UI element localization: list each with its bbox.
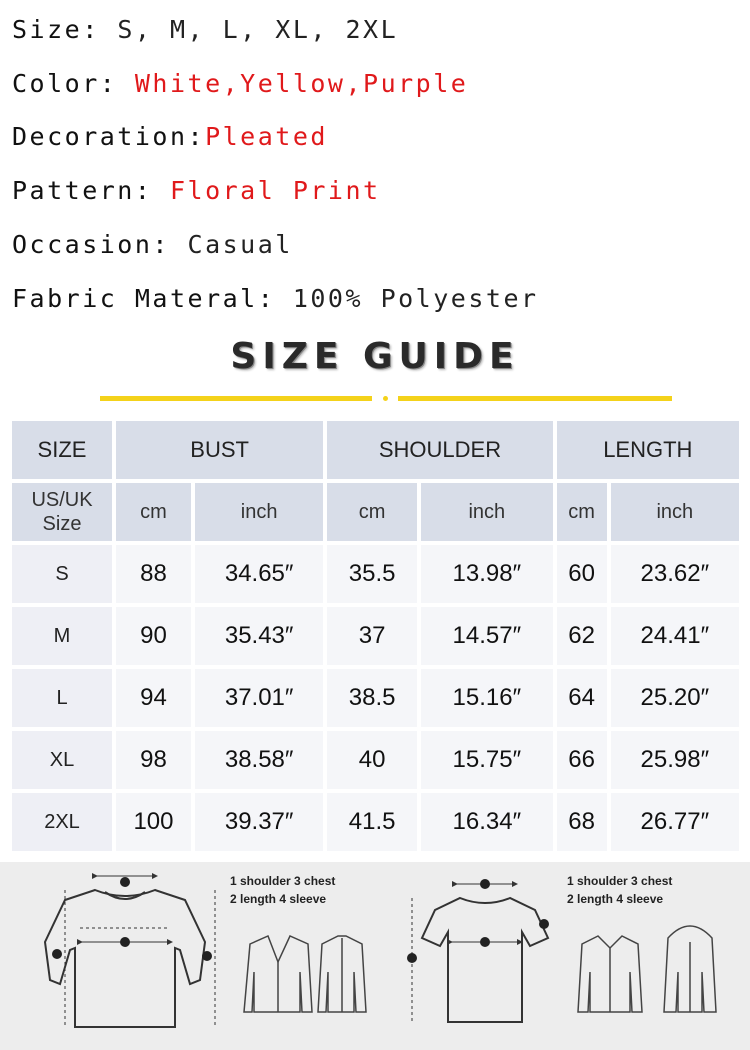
- table-row: [12, 545, 739, 603]
- size-label: M: [12, 607, 112, 665]
- table-row: [12, 793, 739, 851]
- length-inch: 26.77″: [611, 793, 739, 851]
- size-label: L: [12, 669, 112, 727]
- length-cm: 66: [557, 731, 607, 789]
- bust-cm: 90: [116, 607, 191, 665]
- header-bust: BUST: [116, 421, 323, 479]
- subheader-bust-inch: inch: [195, 483, 323, 541]
- spec-value: Pleated: [205, 122, 328, 151]
- spec-label: Fabric Materal:: [12, 284, 293, 313]
- length-inch: 23.62″: [611, 545, 739, 603]
- spec-fabric: [12, 286, 539, 311]
- spec-value: S, M, L, XL, 2XL: [117, 15, 399, 44]
- bust-inch: 35.43″: [195, 607, 323, 665]
- size-guide-title: SIZE GUIDE: [230, 336, 520, 377]
- bust-cm: 98: [116, 731, 191, 789]
- shoulder-cm: 41.5: [327, 793, 417, 851]
- shoulder-cm: 40: [327, 731, 417, 789]
- size-label: 2XL: [12, 793, 112, 851]
- legend-line: 1 shoulder 3 chest: [567, 874, 673, 888]
- subheader-bust-cm: cm: [116, 483, 191, 541]
- subheader-us-uk-size: [12, 483, 112, 541]
- title-underline-left: [100, 396, 372, 401]
- spec-value: Casual: [187, 230, 293, 259]
- header-shoulder: SHOULDER: [327, 421, 552, 479]
- size-label: S: [12, 545, 112, 603]
- spec-label: Size:: [12, 15, 118, 44]
- length-inch: 24.41″: [611, 607, 739, 665]
- spec-occasion: [12, 232, 293, 257]
- shoulder-cm: 35.5: [327, 545, 417, 603]
- jacket-icon: [318, 936, 366, 1012]
- bust-cm: 94: [116, 669, 191, 727]
- spec-value: 100% Polyester: [292, 284, 539, 313]
- spec-label: Pattern:: [12, 176, 170, 205]
- table-subheader-row: [12, 483, 739, 541]
- legend-line: 2 length 4 sleeve: [567, 892, 664, 906]
- shoulder-cm: 38.5: [327, 669, 417, 727]
- title-underline-right: [398, 396, 672, 401]
- length-inch: 25.20″: [611, 669, 739, 727]
- length-cm: 60: [557, 545, 607, 603]
- length-cm: 68: [557, 793, 607, 851]
- subheader-us-uk-size-text: US/UK Size: [31, 489, 93, 535]
- button-shirt-icon: [578, 936, 642, 1012]
- long-sleeve-shirt-icon: [45, 876, 215, 1027]
- t-shirt-icon: [412, 884, 548, 1022]
- length-inch: 25.98″: [611, 731, 739, 789]
- bust-inch: 39.37″: [195, 793, 323, 851]
- size-table: [8, 417, 743, 855]
- spec-decoration: [12, 124, 328, 149]
- header-size: SIZE: [12, 421, 112, 479]
- legend-right: [567, 872, 672, 908]
- spec-size: [12, 17, 398, 42]
- title-underline-dot: [383, 396, 388, 401]
- spec-value: White,Yellow,Purple: [134, 69, 469, 98]
- table-header-row: [12, 421, 739, 479]
- shoulder-inch: 15.16″: [421, 669, 553, 727]
- bust-inch: 34.65″: [195, 545, 323, 603]
- shoulder-inch: 15.75″: [421, 731, 553, 789]
- bust-cm: 88: [116, 545, 191, 603]
- shoulder-inch: 14.57″: [421, 607, 553, 665]
- table-row: [12, 669, 739, 727]
- subheader-shoulder-inch: inch: [421, 483, 553, 541]
- legend-line: 1 shoulder 3 chest: [230, 874, 336, 888]
- spec-label: Decoration:: [12, 122, 206, 151]
- table-row: [12, 607, 739, 665]
- subheader-length-cm: cm: [557, 483, 607, 541]
- legend-left: [230, 872, 335, 908]
- shoulder-cm: 37: [327, 607, 417, 665]
- spec-label: Color:: [12, 69, 135, 98]
- spec-color: [12, 71, 468, 96]
- subheader-shoulder-cm: cm: [327, 483, 417, 541]
- length-cm: 62: [557, 607, 607, 665]
- measurement-diagrams: [0, 862, 750, 1050]
- shoulder-inch: 16.34″: [421, 793, 553, 851]
- legend-line: 2 length 4 sleeve: [230, 892, 327, 906]
- spec-label: Occasion:: [12, 230, 188, 259]
- bust-inch: 38.58″: [195, 731, 323, 789]
- hoodie-icon: [664, 926, 716, 1012]
- blazer-icon: [244, 936, 312, 1012]
- header-length: LENGTH: [557, 421, 739, 479]
- size-label: XL: [12, 731, 112, 789]
- bust-cm: 100: [116, 793, 191, 851]
- spec-value: Floral Print: [169, 176, 381, 205]
- table-row: [12, 731, 739, 789]
- bust-inch: 37.01″: [195, 669, 323, 727]
- spec-pattern: [12, 178, 381, 203]
- length-cm: 64: [557, 669, 607, 727]
- shoulder-inch: 13.98″: [421, 545, 553, 603]
- subheader-length-inch: inch: [611, 483, 739, 541]
